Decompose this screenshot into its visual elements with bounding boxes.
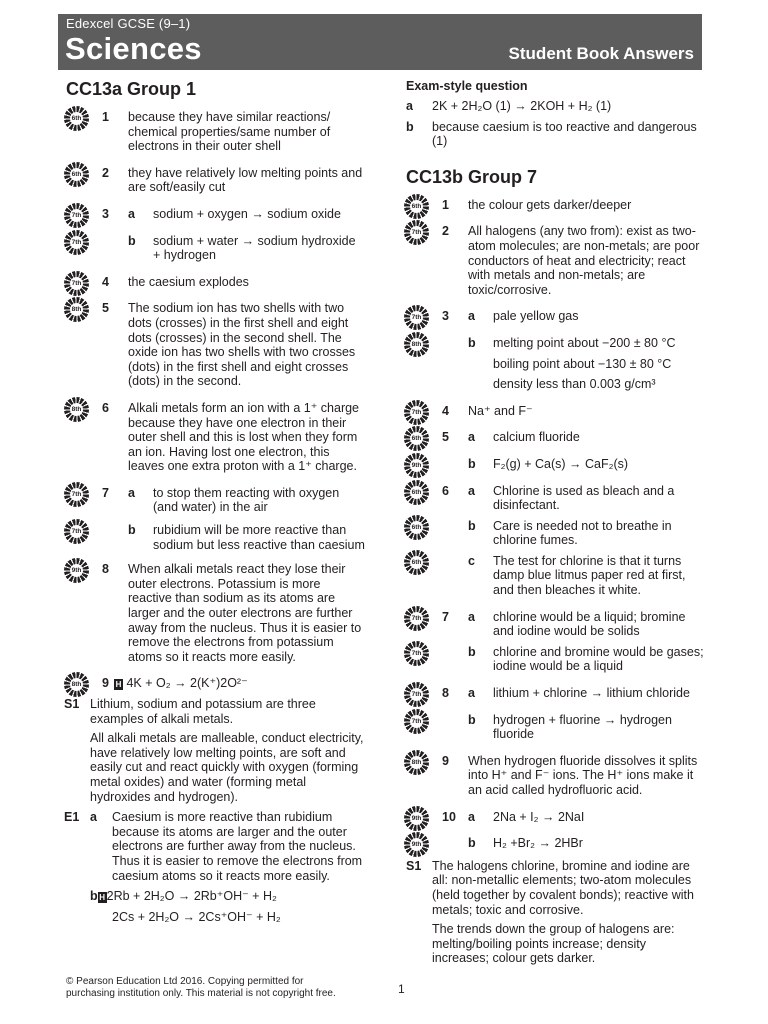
grade-badge-icon — [64, 482, 89, 507]
answer-text: the colour gets darker/deeper — [468, 197, 632, 212]
part-letter: c — [468, 553, 475, 568]
grade-badge-icon — [404, 806, 429, 831]
answer-text: the caesium explodes — [128, 274, 249, 289]
g7-answer-10b — [406, 836, 706, 851]
part-letter: a — [406, 99, 413, 113]
copyright-line-1: © Pearson Education Ltd 2016. Copying permitted for — [66, 976, 304, 987]
grade-badge-icon — [64, 106, 89, 131]
grade-badge-icon — [64, 519, 89, 544]
answer-text: they have relatively low melting points and are soft/easily cut — [128, 165, 363, 195]
part-letter: a — [128, 485, 135, 500]
answer-text: sodium + water → sodium hydroxide + hydrogen — [153, 233, 356, 263]
g7-answer-6a — [406, 484, 706, 513]
grade-badge-icon — [404, 641, 429, 666]
g7-answer-3b — [406, 336, 706, 392]
section-title-cc13b: CC13b Group 7 — [406, 166, 538, 187]
grade-badge-icon — [404, 832, 429, 857]
section-title-cc13a: CC13a Group 1 — [66, 79, 197, 99]
e1b-equation-2: 2Cs + 2H₂O → 2Cs⁺OH⁻ + H₂ — [112, 909, 281, 924]
grade-badge-icon — [404, 480, 429, 505]
g7-strengthen-s1 — [406, 859, 706, 966]
answer-text: chlorine would be a liquid; bromine and iodine would be solids — [493, 609, 686, 639]
part-letter: b — [468, 518, 476, 533]
grade-badge-icon — [404, 682, 429, 707]
question-number: 4 — [102, 274, 109, 289]
boiling-point-text: boiling point about −130 ± 80 °C — [493, 356, 672, 371]
question-number: 5 — [102, 301, 109, 316]
grade-badge-icon — [64, 203, 89, 228]
g7-answer-6c — [406, 554, 706, 598]
answer-7a — [66, 486, 366, 515]
answer-4 — [66, 275, 366, 290]
grade-badge-icon — [64, 230, 89, 255]
e1b-equation-1: 2Rb + 2H₂O → 2Rb⁺OH⁻ + H₂ — [106, 889, 277, 904]
answer-text: lithium + chlorine → lithium chloride — [493, 686, 690, 701]
grade-badge-icon — [64, 271, 89, 296]
answer-text: When hydrogen fluoride dissolves it splits into H⁺ and F⁻ ions. The H⁺ ions make it an acid called hydrofluoric acid. — [468, 753, 698, 797]
grade-badge-icon — [404, 750, 429, 775]
page-number: 1 — [398, 982, 405, 996]
answer-text: Alkali metals form an ion with a 1⁺ charge because they have one electron in their outer shell and this is lost when they form an ion. Having lost one electron, this leaves one extra proton with a 1⁺ charge. — [128, 400, 360, 474]
answer-2 — [66, 166, 366, 195]
s1-label: S1 — [406, 858, 422, 873]
g7-answer-8b — [406, 713, 706, 742]
answer-text: Care is needed not to breathe in chlorine fumes. — [493, 518, 672, 548]
answer-text: rubidium will be more reactive than sodium but less reactive than caesium — [153, 523, 365, 552]
answer-8 — [66, 562, 366, 664]
answer-text: F₂(g) + Ca(s) → CaF₂(s) — [493, 456, 629, 471]
answer-text: because caesium is too reactive and dangerous (1) — [432, 119, 697, 149]
grade-badge-icon — [64, 672, 89, 697]
extend-e1 — [66, 810, 366, 924]
g7-answer-10a — [406, 810, 706, 825]
question-number: 6 — [442, 483, 449, 498]
answer-text: The sodium ion has two shells with two dots (crosses) in the first shell and eight dots (crosses) in the second shell. The oxide ion has two shells with two crosses (dots) in the first shell and eight crosses (dots) in the second. — [128, 301, 356, 389]
part-letter: b — [468, 712, 476, 727]
g7-answer-6b — [406, 519, 706, 548]
s1-paragraph-2: All alkali metals are malleable, conduct electricity, have relatively low melting points, are soft and easily cut and react quickly with oxygen (forming metal oxides) and water (forming metal hydroxides and hydrogen). — [90, 731, 364, 804]
book-title: Student Book Answers — [508, 44, 694, 63]
question-number: 8 — [442, 686, 449, 701]
g7-answer-1 — [406, 198, 706, 213]
answer-1 — [66, 110, 366, 154]
part-letter: a — [468, 809, 475, 824]
grade-badge-icon — [404, 332, 429, 357]
question-number: 10 — [442, 809, 456, 824]
g7-answer-2 — [406, 224, 706, 297]
exam-answer-b — [406, 120, 706, 149]
copyright-footer — [66, 976, 336, 999]
g7-answer-7a — [406, 610, 706, 639]
answer-3a — [66, 207, 366, 222]
answer-text: pale yellow gas — [493, 309, 579, 324]
question-number: 5 — [442, 430, 449, 445]
grade-badge-icon — [404, 400, 429, 425]
question-number: 3 — [102, 206, 109, 221]
header-banner — [58, 14, 702, 70]
question-number: 7 — [102, 485, 109, 500]
higher-tier-icon: H — [99, 893, 106, 903]
answer-5 — [66, 301, 366, 389]
g7-answer-7b — [406, 645, 706, 674]
grade-badge-icon — [404, 194, 429, 219]
answer-text: because they have similar reactions/ chemical properties/same number of electrons in their outer shell — [128, 110, 331, 154]
density-text: density less than 0.003 g/cm³ — [493, 377, 656, 392]
copyright-line-2: purchasing institution only. This material is not copyright free. — [66, 987, 336, 999]
right-column — [406, 76, 706, 966]
answer-7b — [66, 523, 366, 552]
answer-text: When alkali metals react they lose their outer electrons. Potassium is more reactive than sodium as its atoms are larger and the outer electrons are further away from the nucleus. Thus it is easier to remove the electrons from potassium atoms so it reacts more easily. — [128, 562, 362, 664]
question-number: 7 — [442, 609, 449, 624]
part-letter: a — [468, 483, 475, 498]
answer-text: hydrogen + fluorine → hydrogen fluoride — [493, 712, 672, 742]
question-number: 1 — [442, 197, 449, 212]
answer-text: H₂ +Br₂ → 2HBr — [493, 836, 583, 851]
question-number: 2 — [102, 165, 109, 180]
answer-text: to stop them reacting with oxygen (and water) in the air — [153, 485, 340, 515]
e1-label: E1 — [64, 810, 80, 825]
part-letter: b — [128, 233, 136, 248]
answer-text: Chlorine is used as bleach and a disinfectant. — [493, 483, 675, 513]
s1-paragraph-2: The trends down the group of halogens are: melting/boiling points increase; density increases; colour gets darker. — [432, 922, 675, 966]
g7-answer-5a — [406, 430, 706, 445]
s1-label: S1 — [64, 697, 80, 711]
grade-badge-icon — [404, 426, 429, 451]
part-letter: b — [406, 119, 414, 134]
higher-tier-icon: H — [115, 680, 122, 690]
part-letter: a — [468, 430, 475, 445]
e1a-text: Caesium is more reactive than rubidium because its atoms are larger and the outer electrons are further away from the nucleus. Thus it is easier to remove the electrons from caesium atoms so it reacts more easily. — [112, 810, 363, 883]
answer-text: 4K + O₂ → 2(K⁺)2O²⁻ — [126, 676, 248, 691]
exam-style-title: Exam-style question — [406, 79, 528, 93]
g7-answer-3a — [406, 309, 706, 324]
s1-paragraph-1: The halogens chlorine, bromine and iodine are all: non-metallic elements; two-atom molecules (held together by covalent bonds); reactive with metals; toxic and corrosive. — [432, 858, 694, 917]
grade-badge-icon — [404, 220, 429, 245]
part-letter: b — [468, 335, 476, 350]
grade-badge-icon — [404, 550, 429, 575]
question-number: 9 — [102, 676, 109, 691]
question-number: 1 — [102, 110, 109, 124]
question-number: 8 — [102, 562, 109, 577]
course-label: Edexcel GCSE (9–1) — [66, 16, 191, 31]
left-column — [66, 76, 366, 924]
part-letter: b — [468, 644, 476, 659]
question-number: 4 — [442, 403, 449, 418]
g7-answer-9 — [406, 754, 706, 798]
question-number: 2 — [442, 224, 449, 239]
g7-answer-8a — [406, 686, 706, 701]
grade-badge-icon — [64, 162, 89, 187]
grade-badge-icon — [404, 515, 429, 540]
question-number: 9 — [442, 753, 449, 768]
strengthen-s1 — [66, 697, 366, 804]
answer-3b — [66, 234, 366, 263]
grade-badge-icon — [404, 453, 429, 478]
answer-9 — [66, 676, 366, 691]
grade-badge-icon — [64, 558, 89, 583]
grade-badge-icon — [404, 709, 429, 734]
melting-point-text: melting point about −200 ± 80 °C — [493, 335, 676, 350]
answer-text: chlorine and bromine would be gases; iodine would be a liquid — [493, 644, 704, 674]
s1-paragraph-1: Lithium, sodium and potassium are three examples of alkali metals. — [90, 697, 316, 726]
answer-text: Na⁺ and F⁻ — [468, 403, 533, 418]
part-letter: b — [90, 889, 98, 904]
part-letter: a — [468, 309, 475, 324]
answer-text: 2Na + I₂ → 2NaI — [493, 809, 585, 824]
question-number: 3 — [442, 309, 449, 324]
subject-title: Sciences — [65, 31, 202, 66]
part-letter: b — [128, 523, 136, 538]
part-letter: a — [468, 609, 475, 624]
grade-badge-icon — [404, 305, 429, 330]
exam-answer-a — [406, 99, 706, 114]
part-letter: a — [90, 810, 97, 825]
grade-badge-icon — [404, 606, 429, 631]
g7-answer-4 — [406, 404, 706, 419]
question-number: 6 — [102, 400, 109, 415]
answer-6 — [66, 401, 366, 474]
answer-text: 2K + 2H₂O (1) → 2KOH + H₂ (1) — [432, 99, 612, 113]
part-letter: b — [468, 836, 476, 851]
grade-badge-icon — [64, 297, 89, 322]
answer-text: sodium + oxygen → sodium oxide — [153, 206, 341, 221]
answer-text: The test for chlorine is that it turns damp blue litmus paper red at first, and then bleaches it white. — [493, 553, 686, 598]
part-letter: a — [128, 206, 135, 221]
part-letter: a — [468, 686, 475, 701]
grade-badge-icon — [64, 397, 89, 422]
g7-answer-5b — [406, 457, 706, 472]
part-letter: b — [468, 456, 476, 471]
answer-text: calcium fluoride — [493, 430, 580, 445]
answer-text: All halogens (any two from): exist as two-atom molecules; are non-metals; are poor conductors of heat and electricity; react with metals and non-metals; are toxic/corrosive. — [468, 224, 700, 297]
